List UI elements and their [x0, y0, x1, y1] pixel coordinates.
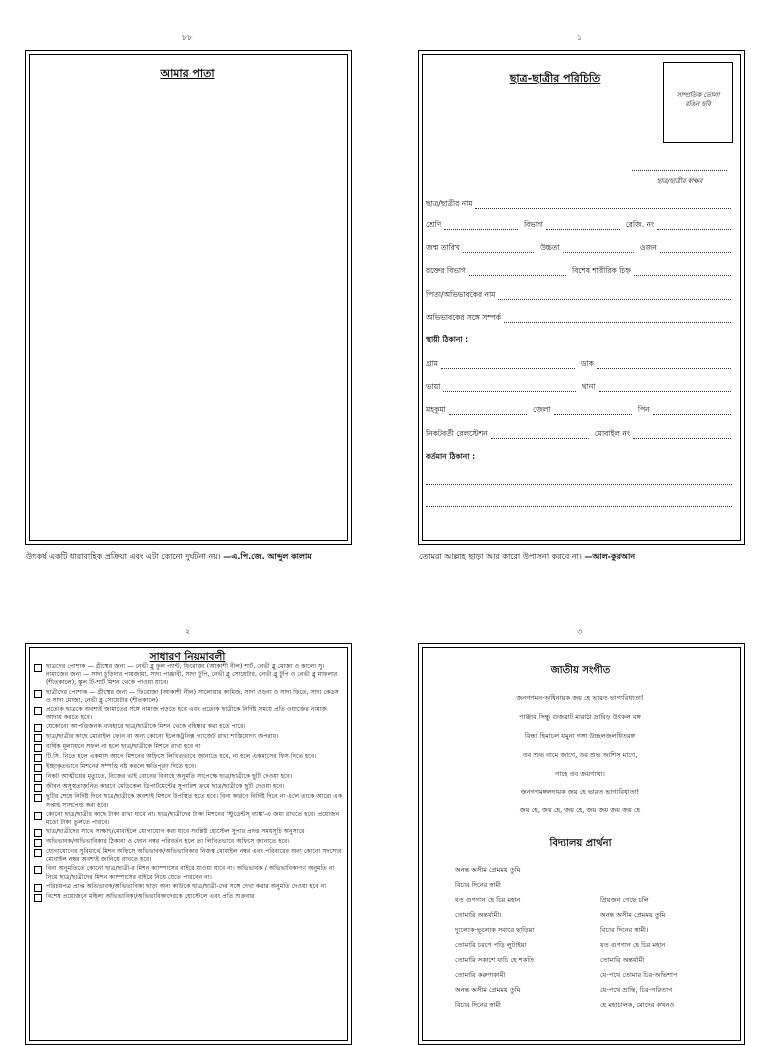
pin-line[interactable]: [653, 414, 731, 415]
prayer-line: তোমারি অন্তর্যামী।: [455, 911, 502, 919]
checkbox-icon: [34, 812, 42, 820]
rule-item: ছাত্র/ছাত্রীর কাছে মোবাইল ফোন বা অন্য কোনো ইলেকট্রনিক্স গ্যাজেট রাখা শাস্তিযোগ্য অপরাধ।: [34, 733, 344, 742]
page-number: ৮৮: [182, 33, 193, 42]
field-label: অভিভাবকের সঙ্গে সম্পর্ক: [426, 313, 502, 322]
prayer-line: যত গুণগান হে চির মহান: [600, 941, 666, 949]
page-number: ২: [185, 627, 191, 636]
id-mark-line[interactable]: [634, 275, 731, 276]
anthem-line: জয় হে, জয় হে, জয় হে, জয় জয় জয় জয় হে: [519, 806, 641, 814]
rule-item: জীবন অসুস্থতাজনিত কারণে মেডিকেল ডিপার্টমেন্টের সুপারিশ ক্রমে ছাত্র/ছাত্রীকে ছুটি দেওয়া হবে।: [34, 783, 344, 792]
name-line[interactable]: [475, 208, 731, 209]
field-label: পিন: [637, 405, 650, 414]
field-label: রেজি. নং: [625, 220, 655, 229]
rule-item: বিনা অনুমতিতে কোনো ছাত্র/ছাত্রী-র মিশন ক্যাম্পাসের বাইরে যাওয়া যাবে না। অভিভাবক / অভিভাবিকাগণ অনুমতি না নিয়ে ছাত্র/ছাত্রীদের মিশন ক্যাম্পাসের বাইরে নিয়ে যেতে পারবেন না।: [34, 865, 344, 881]
checkbox-icon: [34, 734, 42, 742]
signature-line[interactable]: [632, 170, 727, 171]
rule-item: যোগাযোগের সুবিধার্থে মিশন অফিসে অভিভাবক/অভিভাবিকার নিজস্ব মোবাইল নম্বর এবং পরিবারের অন্য কোনো সদস্যের মোবাইল নম্বর অবশ্যই জানিয়ে রাখতে হবে।: [34, 848, 344, 864]
checkbox-icon: [34, 664, 42, 672]
field-label: বিশেষ শারীরিক চিহ্ন: [572, 266, 631, 275]
field-label: থানা: [581, 382, 596, 391]
my-page-title: আমার পাতা: [160, 67, 215, 80]
field-via-row[interactable]: [426, 382, 734, 394]
kalam-quote-author: —এ.পি.জে. আব্দুল কালাম: [223, 552, 312, 561]
rules-list: [34, 663, 344, 903]
kalam-quote-text: উৎকর্ষ একটি ধারাবাহিক প্রক্রিয়া এবং এটা কোনো দুর্ঘটনা নয়।: [26, 552, 221, 561]
checkbox-icon: [34, 774, 42, 782]
field-label: ডাক: [581, 359, 594, 368]
field-label: গ্রাম: [426, 359, 438, 368]
rule-item: ছাত্রদের পোশাক — গ্রীষ্মের জন্য — নেভী ব্লু ফুল প্যান্ট, ফিরোজা (আকাশী নীল) শার্ট, নেভী ব্লু মোজা ও কালো সু। নামাজের জন্য — সাদা চুড়িদার পায়জামা, সাদা পাঞ্জাবী, সাদা টুপি, নেভী ব্লু সোয়েটার, নেভী ব্লু টুপি ও নেভী ব্লু মাফলার (শীতকালে), স্কুল টি-শার্ট মিশন থেকে পাওয়া যাবে।: [34, 663, 344, 688]
permanent-address-heading: [426, 335, 734, 347]
field-label: জেলা: [533, 405, 551, 414]
reg-no-line[interactable]: [657, 229, 731, 230]
police-station-line[interactable]: [599, 391, 731, 392]
anthem-line: জনগণমন-অধিনায়ক জয় হে ভারত ভাগ্যবিধাতা!: [516, 694, 644, 702]
prayer-line: তোমারি অন্তর্যামী: [600, 956, 645, 964]
prayer-line: যে-পথে তোমার চির-অভিশাপ: [600, 971, 678, 979]
checkbox-icon: [34, 764, 42, 772]
prayer-line: দ্যুলোক-ভূলোক সবারে ছাড়িয়া: [455, 926, 535, 934]
via-line[interactable]: [443, 391, 575, 392]
height-line[interactable]: [563, 252, 634, 253]
checkbox-icon: [34, 784, 42, 792]
field-relation-row[interactable]: [426, 313, 734, 325]
prayer-line: অনন্ত অসীম প্রেমময় তুমি: [455, 866, 521, 874]
rule-item: যেকোনো আপত্তিজনক ব্যবহারে ছাত্র/ছাত্রীকে মিশন থেকে বহিষ্কার করা হতে পারে।: [34, 723, 344, 732]
anthem-line: গাহে তব জয়গাথা।: [555, 770, 605, 778]
checkbox-icon: [34, 884, 42, 892]
photo-box[interactable]: [663, 62, 733, 143]
village-line[interactable]: [441, 368, 575, 369]
rule-item: বার্ষিক মূল্যায়নে সফল না হলে ছাত্র/ছাত্রীকে মিশনে রাখা হবে না: [34, 743, 344, 752]
prayer-right-column: [600, 894, 677, 1014]
checkbox-icon: [34, 754, 42, 762]
rule-item: বিশেষ প্রয়োজনে মহিলা অভিভাবিকা/অভিভাবিকাদেরকে হোস্টেলে এবং প্রতি শুক্রবার: [34, 893, 344, 902]
checkbox-icon: [34, 894, 42, 902]
relation-line[interactable]: [504, 322, 731, 323]
field-label: বিভাগ: [523, 220, 543, 229]
rules-title: সাধারণ নিয়মাবলী: [149, 651, 226, 663]
field-label: মোবাইল নং: [594, 429, 631, 438]
field-label: রক্তের বিভাগ: [426, 266, 466, 275]
mobile-line[interactable]: [633, 438, 731, 439]
anthem-line: জনগণমঙ্গলদায়ক জয় হে ভারত ভাগ্যবিধাতা!: [520, 788, 640, 796]
district-line[interactable]: [554, 414, 632, 415]
field-label: মহকুমা: [426, 405, 446, 414]
rule-item: কোনো ছাত্র/ছাত্রীর কাছে টাকা রাখা যাবে না। ছাত্র/ছাত্রীদের টাকা মিশনের 'স্টুডেন্টস্ ব্যাঙ্ক'-এ জমা রাখতে হবে। প্রয়োজন মতো টাকা তুলতে পারবে।: [34, 811, 344, 827]
prayer-line: তোমারি সকাশে যাচি হে শকতি: [455, 956, 535, 964]
prayer-left-column: [455, 864, 535, 1014]
field-label: শ্রেণি: [426, 220, 442, 229]
post-line[interactable]: [597, 368, 731, 369]
quran-quote-text: তোমরা আল্লাহ ছাড়া আর কারো উপাসনা করবে না।: [419, 552, 582, 561]
prayer-line: তোমারি চরণে পড়ি লুটাইয়া: [455, 941, 527, 949]
guardian-line[interactable]: [498, 299, 731, 300]
field-dob-row[interactable]: [426, 243, 734, 255]
rule-item: প্রত্যেক ছাত্রকে অবশ্যই জামাতের সঙ্গে নামাজ পড়তে হবে এবং প্রত্যেক ছাত্রীকে নির্দিষ্ট সময়ে প্রতি ওয়াক্তের নামাজ আদায় করতে হবে।: [34, 706, 344, 722]
field-label: ভায়া: [426, 382, 441, 391]
field-label: নিকটবর্তী রেলস্টেশন: [426, 429, 488, 438]
anthem-line: তব শুভ নামে জাগে, তব শুভ আশিস মাগে,: [522, 751, 638, 759]
prayer-line: যত গুণগান হে চির মহান: [455, 896, 521, 904]
prayer-line: অনন্ত অসীম প্রেমময় তুমি: [600, 911, 666, 919]
field-label: জন্ম তারিখ: [426, 243, 460, 252]
field-label: ওজন: [640, 243, 657, 252]
present-address-line[interactable]: [426, 506, 732, 507]
anthem-title: জাতীয় সংগীত: [550, 665, 611, 676]
present-address-heading: [426, 452, 734, 464]
photo-hint-line2: রঙিন ছবি: [685, 100, 711, 109]
rule-item: অভিভাবক/অভিভাবিকার ঠিকানা ও ফোন নম্বর পরিবর্তন হলে তা লিখিতভাবে অফিসে জানাতে হবে।: [34, 838, 344, 847]
field-class-row[interactable]: [426, 220, 734, 232]
checkbox-icon: [34, 829, 42, 837]
rule-item: পরিচয়পত্র প্রাপ্ত অভিভাবক/অভিভাবিকা ছাড়া অন্য কাউকে ছাত্র/ছাত্রী-দের সঙ্গে দেখা করার অনুমতি দেওয়া হবে না: [34, 883, 344, 892]
page-number: ৩: [577, 627, 583, 636]
field-subdivision-row[interactable]: [426, 405, 734, 417]
section-heading: বর্তমান ঠিকানা :: [426, 452, 476, 461]
rule-item: ইচ্ছাকৃতভাবে মিশনের সম্পত্তি নষ্ট করলে ক্ষতিপূরণ দিতে হবে।: [34, 763, 344, 772]
railway-line[interactable]: [491, 438, 589, 439]
field-label: ছাত্র/ছাত্রীর নাম: [426, 199, 473, 208]
prayer-line: অনন্ত অসীম প্রেমময় তুমি: [455, 986, 521, 994]
subdivision-line[interactable]: [449, 414, 527, 415]
signature-label: ছাত্র/ছাত্রীর স্বাক্ষর: [656, 177, 703, 185]
dob-line[interactable]: [463, 252, 534, 253]
checkbox-icon: [34, 744, 42, 752]
profile-title: ছাত্র-ছাত্রীর পরিচিতি: [509, 72, 601, 85]
quran-quote: [419, 551, 635, 564]
weight-line[interactable]: [660, 252, 731, 253]
checkbox-icon: [34, 849, 42, 857]
anthem-line: পাঞ্জাব সিন্ধু গুজরাট মারাঠা দ্রাবিড় উৎকল বঙ্গ: [519, 713, 641, 721]
field-guardian-row[interactable]: [426, 290, 734, 302]
rule-item: ছাত্র/ছাত্রীদের সাথে সাক্ষাৎ/মোবাইলে যোগাযোগ করা যাবে সংশ্লিষ্ট হোস্টেল সুপার প্রদত্ত সময়সূচি অনুসারে: [34, 828, 344, 837]
field-label: উচ্চতা: [540, 243, 560, 252]
prayer-line: তোমারি করুণাকামী: [455, 971, 506, 979]
rule-item: নিকট আত্মীয়ের মৃত্যুতে, নিজের ভাই বোনের বিবাহে অনুমতি সাপেক্ষে ছাত্র/ছাত্রীকে ছুটি দেওয়া হবে।: [34, 773, 344, 782]
rule-item: ছাত্রীদের পোশাক — গ্রীষ্মের জন্য — ফিরোজা (আকাশী নীল) সালোয়ার কামিজ, সাদা ওড়না ও সাদা ফিতে, সাদা কেডস ও সাদা মোজা, নেভী ব্লু সোয়েটার (শীতকালে): [34, 689, 344, 705]
field-blood-row[interactable]: [426, 266, 734, 278]
field-label: পিতা/অভিভাবকের নাম: [426, 290, 496, 299]
prayer-title: বিদ্যালয় প্রার্থনা: [549, 838, 612, 849]
anthem-line: বিন্ধ্য হিমাচল যমুনা গঙ্গা উচ্ছলজলধিতরঙ্গ: [524, 732, 636, 740]
section-heading: স্থায়ী ঠিকানা :: [426, 335, 469, 344]
checkbox-icon: [34, 794, 42, 802]
rule-item: টি.সি. নিতে হলে একমাস আগে মিশনের অফিসে লিখিতভাবে জানাতে হবে, না হলে একমাসের ফিস দিতে হবে।: [34, 753, 344, 762]
checkbox-icon: [34, 866, 42, 874]
rule-item: ছুটির শেষে নির্দিষ্ট দিনে ছাত্র/ছাত্রীকে অবশ্যই মিশনে উপস্থিত হতে হবে। বিনা কারণে নির্দিষ্ট দিনে না এলে তাকে আরো এক সপ্তাহ সাসপেন্ড করা হবে।: [34, 793, 344, 809]
checkbox-icon: [34, 707, 42, 715]
field-railway-row[interactable]: [426, 429, 734, 441]
present-address-line[interactable]: [426, 484, 732, 485]
blood-group-line[interactable]: [469, 275, 566, 276]
prayer-line: বিচার দিনের স্বামী।: [600, 926, 649, 934]
checkbox-icon: [34, 839, 42, 847]
prayer-line: যে-পথে ভ্রান্তি, চির-পরিতাপ: [600, 986, 673, 994]
field-village-row[interactable]: [426, 359, 734, 371]
prayer-line: প্রিয়জন গেছে চলি: [600, 896, 649, 904]
class-line[interactable]: [444, 229, 518, 230]
page-number: ১: [577, 33, 583, 42]
field-name-row[interactable]: [426, 199, 734, 211]
photo-hint-line1: সাম্প্রতিক তোলা: [676, 91, 720, 99]
my-page-inner-frame: [29, 54, 348, 541]
checkbox-icon: [34, 724, 42, 732]
quran-quote-author: —আল-কুরআন: [584, 552, 636, 561]
checkbox-icon: [34, 690, 42, 698]
prayer-line: বিচার দিনের স্বামী: [455, 1001, 501, 1009]
prayer-line: বিচার দিনের স্বামী: [455, 881, 501, 889]
kalam-quote: [26, 551, 312, 564]
section-line[interactable]: [546, 229, 620, 230]
prayer-line: হে মহাচালক, মোদের কখনও: [600, 1001, 675, 1009]
